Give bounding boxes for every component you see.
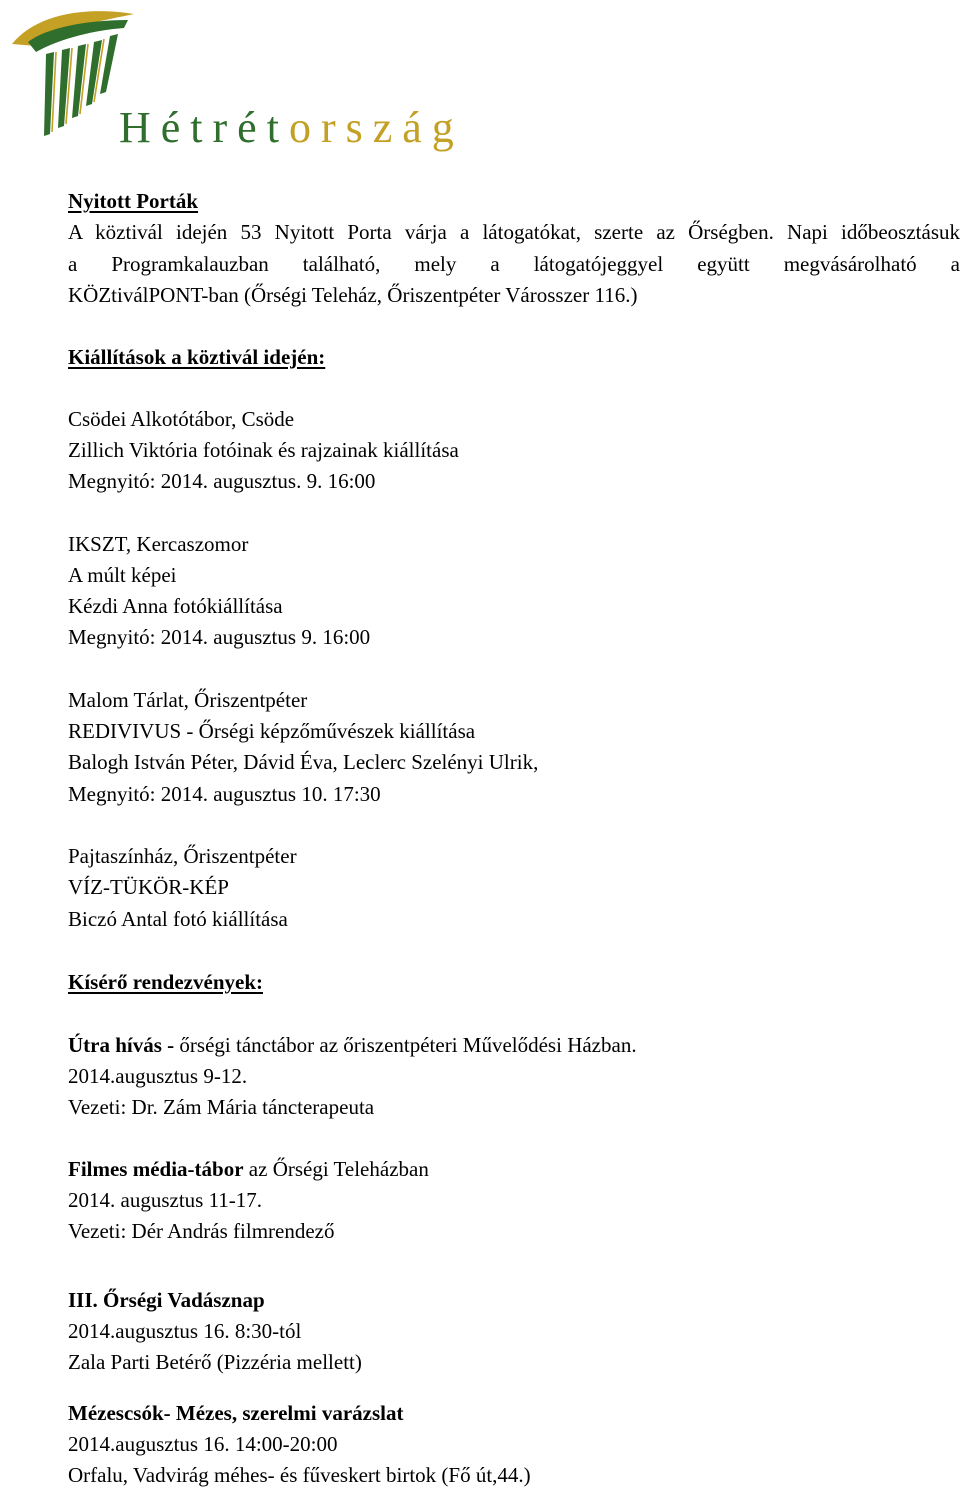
event-2-title	[68, 1157, 960, 1181]
nyitott-text-line-3: KÖZtiválPONT-ban (Őrségi Teleház, Őriszentpéter Városszer 116.)	[68, 283, 638, 307]
event-3-title-bold: III. Őrségi Vadásznap	[68, 1288, 265, 1312]
event-1-line-1: 2014.augusztus 9-12.	[68, 1064, 248, 1088]
logo-wordmark-part1: Hétrét	[119, 103, 289, 152]
section-heading-kiallitasok: Kiállítások a köztivál idején:	[68, 345, 326, 369]
exhibition-4-line-1: Pajtaszínház, Őriszentpéter	[68, 844, 297, 868]
exhibition-2-line-1: IKSZT, Kercaszomor	[68, 532, 249, 556]
exhibition-1-line-2: Zillich Viktória fotóinak és rajzainak kiállítása	[68, 438, 459, 462]
event-4-title	[68, 1401, 960, 1425]
hetretorszag-logo	[6, 6, 464, 166]
event-3-line-1: 2014.augusztus 16. 8:30-tól	[68, 1319, 302, 1343]
logo-wordmark-part2: ország	[288, 103, 464, 152]
exhibition-3-line-1: Malom Tárlat, Őriszentpéter	[68, 688, 308, 712]
exhibition-2-line-3: Kézdi Anna fotókiállítása	[68, 594, 283, 618]
exhibition-3-line-3: Balogh István Péter, Dávid Éva, Leclerc Szelényi Ulrik,	[68, 750, 539, 774]
event-1-title-bold: Útra hívás -	[68, 1033, 175, 1057]
logo-wordmark	[119, 103, 464, 152]
event-2-line-1: 2014. augusztus 11-17.	[68, 1188, 263, 1212]
section-heading-kisero-rendezvenyek: Kísérő rendezvények:	[68, 970, 263, 994]
exhibition-2-line-4: Megnyitó: 2014. augusztus 9. 16:00	[68, 625, 371, 649]
exhibition-3-line-2: REDIVIVUS - Őrségi képzőművészek kiállítása	[68, 719, 476, 743]
exhibition-2-line-2: A múlt képei	[68, 563, 177, 587]
event-2-line-2: Vezeti: Dér András filmrendező	[68, 1219, 335, 1243]
section-heading-nyitott-portak: Nyitott Porták	[68, 189, 199, 213]
harp-logo-icon	[6, 6, 136, 146]
exhibition-4-line-2: VÍZ-TÜKÖR-KÉP	[68, 875, 229, 899]
exhibition-4-line-3: Biczó Antal fotó kiállítása	[68, 907, 288, 931]
exhibition-1-line-3: Megnyitó: 2014. augusztus. 9. 16:00	[68, 469, 376, 493]
event-4-title-bold: Mézescsók- Mézes, szerelmi varázslat	[68, 1401, 404, 1425]
event-1-title-rest: őrségi tánctábor az őriszentpéteri Művelődési Házban.	[174, 1033, 637, 1057]
event-2-title-bold: Filmes média-tábor	[68, 1157, 244, 1181]
event-3-line-2: Zala Parti Betérő (Pizzéria mellett)	[68, 1350, 362, 1374]
exhibition-3-line-4: Megnyitó: 2014. augusztus 10. 17:30	[68, 782, 381, 806]
nyitott-text-line-2: a Programkalauzban található, mely a látogatójeggyel együtt megvásárolható a	[68, 252, 960, 276]
event-4-line-1: 2014.augusztus 16. 14:00-20:00	[68, 1432, 338, 1456]
exhibition-1-line-1: Csödei Alkotótábor, Csöde	[68, 407, 295, 431]
event-1-title	[68, 1033, 960, 1057]
nyitott-text-line-1: A köztivál idején 53 Nyitott Porta várja a látogatókat, szerte az Őrségben. Napi időbeosztásuk	[68, 220, 960, 244]
event-3-title	[68, 1288, 960, 1312]
event-1-line-2: Vezeti: Dr. Zám Mária táncterapeuta	[68, 1095, 375, 1119]
event-4-line-2: Orfalu, Vadvirág méhes- és fűveskert birtok (Fő út,44.)	[68, 1463, 531, 1487]
event-2-title-rest: az Őrségi Teleházban	[243, 1157, 429, 1181]
